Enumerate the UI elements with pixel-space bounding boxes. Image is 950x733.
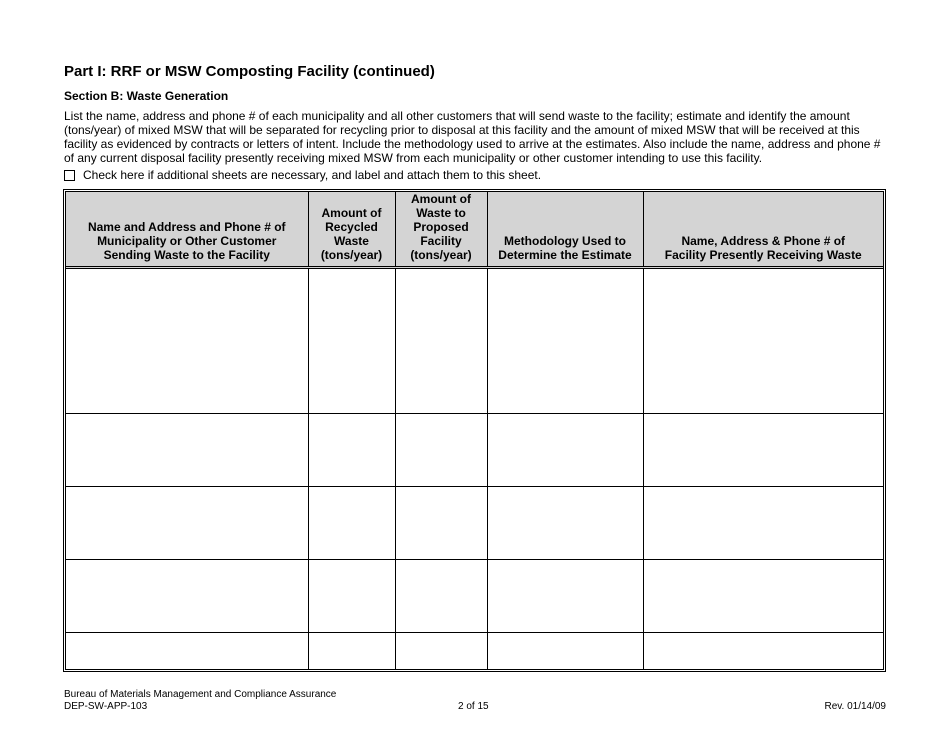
footer-left — [64, 689, 336, 713]
cell-customer[interactable] — [66, 487, 308, 560]
cell-receiving-facility[interactable] — [643, 487, 883, 560]
table-row — [66, 560, 883, 633]
cell-recycled-waste[interactable] — [308, 560, 395, 633]
footer-form-id: DEP-SW-APP-103 — [64, 701, 148, 712]
cell-customer[interactable] — [66, 560, 308, 633]
section-title: Section B: Waste Generation — [64, 89, 229, 103]
table-row — [66, 414, 883, 487]
cell-receiving-facility[interactable] — [643, 633, 883, 670]
cell-receiving-facility[interactable] — [643, 560, 883, 633]
cell-methodology[interactable] — [487, 487, 643, 560]
cell-recycled-waste[interactable] — [308, 414, 395, 487]
cell-customer[interactable] — [66, 633, 308, 670]
cell-customer[interactable] — [66, 414, 308, 487]
waste-generation-table-frame — [63, 189, 886, 672]
cell-waste-to-facility[interactable] — [395, 633, 487, 670]
table-row — [66, 633, 883, 670]
cell-waste-to-facility[interactable] — [395, 487, 487, 560]
header-waste-to-facility: Amount of Waste to Proposed Facility (tons/year) — [395, 192, 487, 268]
footer-page-number: 2 of 15 — [458, 701, 489, 712]
cell-receiving-facility[interactable] — [643, 268, 883, 414]
cell-recycled-waste[interactable] — [308, 487, 395, 560]
cell-receiving-facility[interactable] — [643, 414, 883, 487]
instructions-text: List the name, address and phone # of each municipality and all other customers that will send waste to the facility; estimate and identify the amount (tons/year) of mixed MSW that will be separated for recycling prior to disposal at this facility and the amount of mixed MSW that will be received at this facility as evidenced by contracts or letters of intent. Include the methodology used to arrive at the estimates. Also include the name, address and phone # of any current disposal facility presently receiving mixed MSW from each municipality or other customer intending to use this facility. — [64, 109, 881, 165]
cell-waste-to-facility[interactable] — [395, 414, 487, 487]
cell-recycled-waste[interactable] — [308, 268, 395, 414]
header-methodology: Methodology Used to Determine the Estimate — [487, 192, 643, 268]
part-title: Part I: RRF or MSW Composting Facility (continued) — [64, 63, 435, 80]
cell-waste-to-facility[interactable] — [395, 268, 487, 414]
header-receiving-facility: Name, Address & Phone # of Facility Presently Receiving Waste — [643, 192, 883, 268]
additional-sheets-row — [64, 168, 541, 182]
footer-revision: Rev. 01/14/09 — [824, 701, 886, 712]
cell-methodology[interactable] — [487, 414, 643, 487]
table-row — [66, 268, 883, 414]
cell-methodology[interactable] — [487, 560, 643, 633]
waste-generation-table — [66, 192, 883, 669]
cell-customer[interactable] — [66, 268, 308, 414]
table-header-row — [66, 192, 883, 268]
additional-sheets-label: Check here if additional sheets are necessary, and label and attach them to this sheet. — [83, 168, 542, 182]
additional-sheets-checkbox[interactable] — [64, 170, 75, 181]
cell-methodology[interactable] — [487, 268, 643, 414]
cell-waste-to-facility[interactable] — [395, 560, 487, 633]
cell-methodology[interactable] — [487, 633, 643, 670]
footer-agency: Bureau of Materials Management and Compliance Assurance — [64, 689, 337, 700]
header-customer: Name and Address and Phone # of Municipality or Other Customer Sending Waste to the Facility — [66, 192, 308, 268]
table-row — [66, 487, 883, 560]
cell-recycled-waste[interactable] — [308, 633, 395, 670]
header-recycled-waste: Amount of Recycled Waste (tons/year) — [308, 192, 395, 268]
